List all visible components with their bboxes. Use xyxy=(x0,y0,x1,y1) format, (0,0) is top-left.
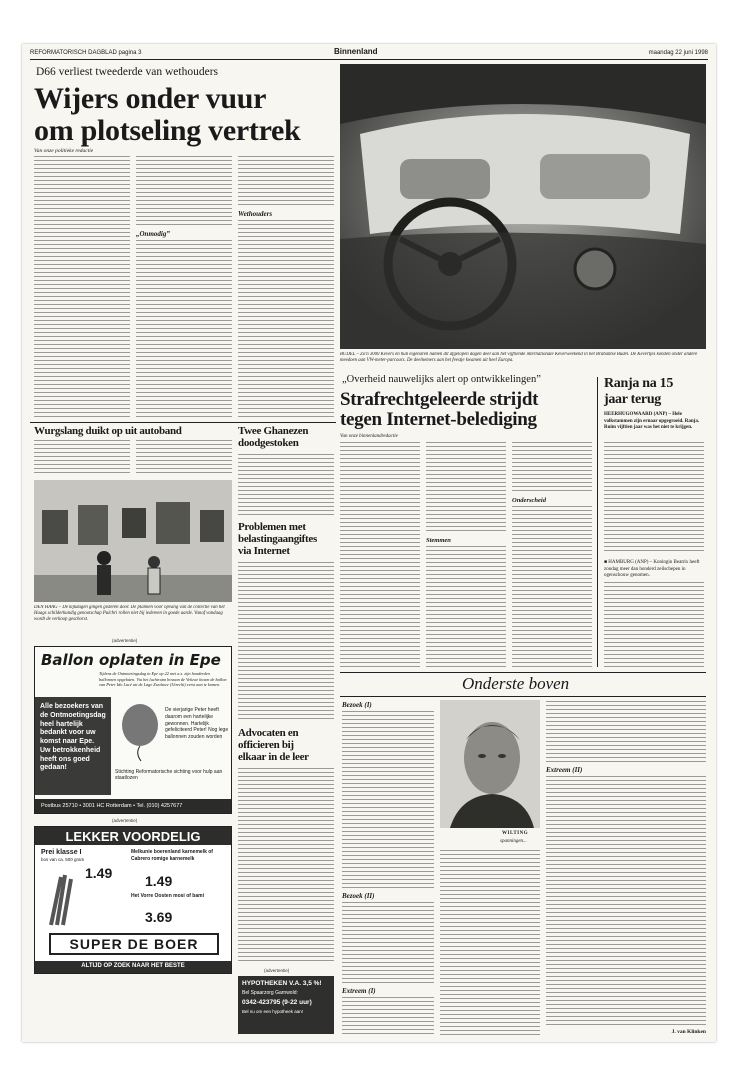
hypotheek-note: Bel nu om een hypotheek aan! xyxy=(242,1009,304,1014)
beetle-interior-image xyxy=(340,64,706,349)
balloon-ad-winner: De vierjarige Peter heeft daarom een hartelijke gewonnen. Hartelijk gefeliciteerd Peter! Nog lege ballonnen zouden worden xyxy=(165,707,229,740)
hypotheek-phone: 0342-423795 (9-22 uur) xyxy=(242,999,312,1006)
gallery-caption: DEN HAAG – De kijkdagen gingen gisteren door. De plannen voor opvang van de collectie van het Haags schilderkundig genootschap Pulchri rollen niet bij iedereen in goede aarde. Vanaf vandaag wordt de verkoop geschorst. xyxy=(34,605,225,622)
lead-kicker: D66 verliest tweederde van wethouders xyxy=(36,66,219,78)
balloon-ad-title: Ballon oplaten in Epe xyxy=(41,651,221,669)
column-sub-bezoek2: Bezoek (II) xyxy=(342,892,375,900)
belasting-headline-line2: belastingaangiftes xyxy=(238,533,317,545)
internet-text-col3a xyxy=(512,442,592,494)
internet-byline: Van onze binnenlandredactie xyxy=(340,434,398,439)
wurgslang-headline: Wurgslang duikt op uit autoband xyxy=(34,425,182,437)
hamburg-lead: ■ HAMBURG (ANP) – Koningin Beatrix heeft zondag meer dan honderd zeilschepen in ogenschouw genomen. xyxy=(604,560,700,578)
deboer-price1: 1.49 xyxy=(85,865,113,881)
column-text-col3a xyxy=(546,701,706,763)
deboer-brand: SUPER DE BOER xyxy=(49,933,219,955)
column-sub-extreem1: Extreem (I) xyxy=(342,987,376,995)
gallery-image xyxy=(34,480,232,602)
wurgslang-rule xyxy=(30,422,336,423)
portrait-image xyxy=(440,700,540,828)
deboer-ad-title: LEKKER VOORDELIG xyxy=(35,827,231,845)
ghanezen-headline-line2: doodgestoken xyxy=(238,437,299,449)
lead-text-col3b xyxy=(238,220,334,418)
column-signature: J. van Klinken xyxy=(671,1029,706,1035)
lead-headline-line2: om plotseling vertrek xyxy=(34,114,301,147)
internet-text-col1 xyxy=(340,442,420,670)
internet-text-col2a xyxy=(426,442,506,534)
portrait-photo xyxy=(440,700,540,828)
column-text-col1c xyxy=(342,997,434,1037)
ghanezen-text xyxy=(238,454,334,516)
hypotheek-ad xyxy=(238,976,334,1034)
internet-headline-line2: tegen Internet-belediging xyxy=(340,409,537,430)
hamburg-text xyxy=(604,582,704,668)
column-title: Onderste boven xyxy=(462,674,570,693)
wurgslang-text-col2 xyxy=(136,440,232,476)
advocaten-headline-line1: Advocaten en xyxy=(238,727,299,739)
car-photo-caption: BUDEL – Zo'n 3000 Kevers en hun eigenaren namen dit afgelopen dagen deel aan het vijftiende internationale Keverweekend in het Brabantse Budel. De Kevertjes konden onder andere meedoen aan VW-meter-parcours. De deelnemers aan het feestje kwamen uit heel Europa. xyxy=(340,352,698,363)
ad-label-3: (advertentie) xyxy=(264,968,290,973)
lead-byline: Van onze politieke redactie xyxy=(34,148,94,154)
deboer-price2: 1.49 xyxy=(145,873,173,889)
header-rule xyxy=(30,59,708,60)
column-rule-2 xyxy=(340,696,706,697)
section-title: Binnenland xyxy=(334,47,378,56)
portrait-caption-name: WILTING xyxy=(502,831,529,836)
ranja-text xyxy=(604,442,704,554)
internet-text-col2b xyxy=(426,546,506,670)
gallery-photo xyxy=(34,480,232,602)
leek-icon xyxy=(43,867,79,927)
belasting-text xyxy=(238,562,334,722)
column-text-col1a xyxy=(342,711,434,889)
deboer-item2: Melkunie boerenland karnemelk of Cabrero romige karnemelk xyxy=(131,849,213,862)
lead-text-col2a xyxy=(136,156,232,228)
ad-label-1: (advertentie) xyxy=(112,638,138,643)
column-text-col3b xyxy=(546,776,706,1028)
lead-text-col1 xyxy=(34,156,130,418)
deboer-price3: 3.69 xyxy=(145,909,173,925)
paper-page-label: REFORMATORISCH DAGBLAD pagina 3 xyxy=(30,50,142,56)
ranja-lead: HEERHUGOWAARD (ANP) – Hele volkstammen zijn ernaar opgegroeid. Ranja. Ruim vijftien jaar was het niet te krijgen. xyxy=(604,412,700,430)
ad-label-2: (advertentie) xyxy=(112,818,138,823)
balloon-ad-intro: Tijdens de Ontmoetingsdag in Epe op 22 mei a.s. zijn honderden ballonnen opgelaten. Via het luchtruim bovaan de Veluwe kwam de ballon van Peter Ido Lacé uit de Lage Zwaluwe (Utrecht) eerst aan te komen. xyxy=(99,671,227,688)
ranja-headline-line2: jaar terug xyxy=(604,392,661,407)
car-photo xyxy=(340,64,706,349)
deboer-tagline: ALTIJD OP ZOEK NAAR HET BESTE xyxy=(35,961,231,973)
hypotheek-sub: Bel Spaarzorg Garnwold: xyxy=(242,990,298,996)
belasting-headline-line3: via Internet xyxy=(238,545,290,557)
internet-text-col3b xyxy=(512,506,592,670)
balloon-ad xyxy=(34,646,232,814)
lead-headline-line1: Wijers onder vuur xyxy=(34,82,267,115)
advocaten-headline-line3: elkaar in de leer xyxy=(238,751,309,763)
column-text-col1b xyxy=(342,902,434,984)
deboer-ad xyxy=(34,826,232,974)
column-text-col2 xyxy=(440,850,540,1037)
column-sub-bezoek1: Bezoek (I) xyxy=(342,701,372,709)
balloon-ad-logo-text: Stichting Reformatorische sichting voor hulp aan staatlozen xyxy=(115,769,223,781)
deboer-item3: Het Vorre Oosten mosi of bami xyxy=(131,893,204,899)
deboer-item1-unit: bos van ca. 500 gram xyxy=(41,857,85,862)
column-rule xyxy=(340,672,706,673)
newspaper-page xyxy=(22,44,716,1042)
internet-subhead-stemmen: Stemmen xyxy=(426,537,451,544)
portrait-caption-role: spanningen... xyxy=(500,839,527,844)
advocaten-text xyxy=(238,768,334,964)
page-date: maandag 22 juni 1998 xyxy=(648,50,708,56)
advocaten-headline-line2: officieren bij xyxy=(238,739,294,751)
internet-subhead-onderscheid: Onderscheid xyxy=(512,497,546,504)
ghanezen-headline-line1: Twee Ghanezen xyxy=(238,425,309,437)
lead-subhead-onmodig: „Onmodig” xyxy=(136,230,170,238)
internet-kicker: „Overheid nauwelijks alert op ontwikkelingen” xyxy=(342,374,541,385)
hypotheek-title: HYPOTHEKEN V.A. 3,5 %! xyxy=(242,980,322,987)
ranja-headline-line1: Ranja na 15 xyxy=(604,376,674,391)
balloon-ad-footer: Postbus 25710 • 3001 HC Rotterdam • Tel. (010) 4257677 xyxy=(35,799,231,813)
lead-text-col3a xyxy=(238,156,334,208)
lead-text-col2b xyxy=(136,240,232,418)
belasting-headline-line1: Problemen met xyxy=(238,521,306,533)
internet-headline-line1: Strafrechtgeleerde strijdt xyxy=(340,389,539,410)
lead-subhead-wethouders: Wethouders xyxy=(238,210,273,218)
balloon-ad-thanks: Alle bezoekers van de Ontmoetingsdag heel hartelijk bedankt voor uw komst naar Epe. Uw betrokkenheid heeft ons goed gedaan! xyxy=(35,697,111,795)
balloon-icon xyxy=(117,703,163,763)
side-column-rule xyxy=(597,377,598,667)
column-sub-extreem2: Extreem (II) xyxy=(546,766,583,774)
wurgslang-text-col1 xyxy=(34,440,130,476)
deboer-item1: Prei klasse I xyxy=(41,849,82,856)
